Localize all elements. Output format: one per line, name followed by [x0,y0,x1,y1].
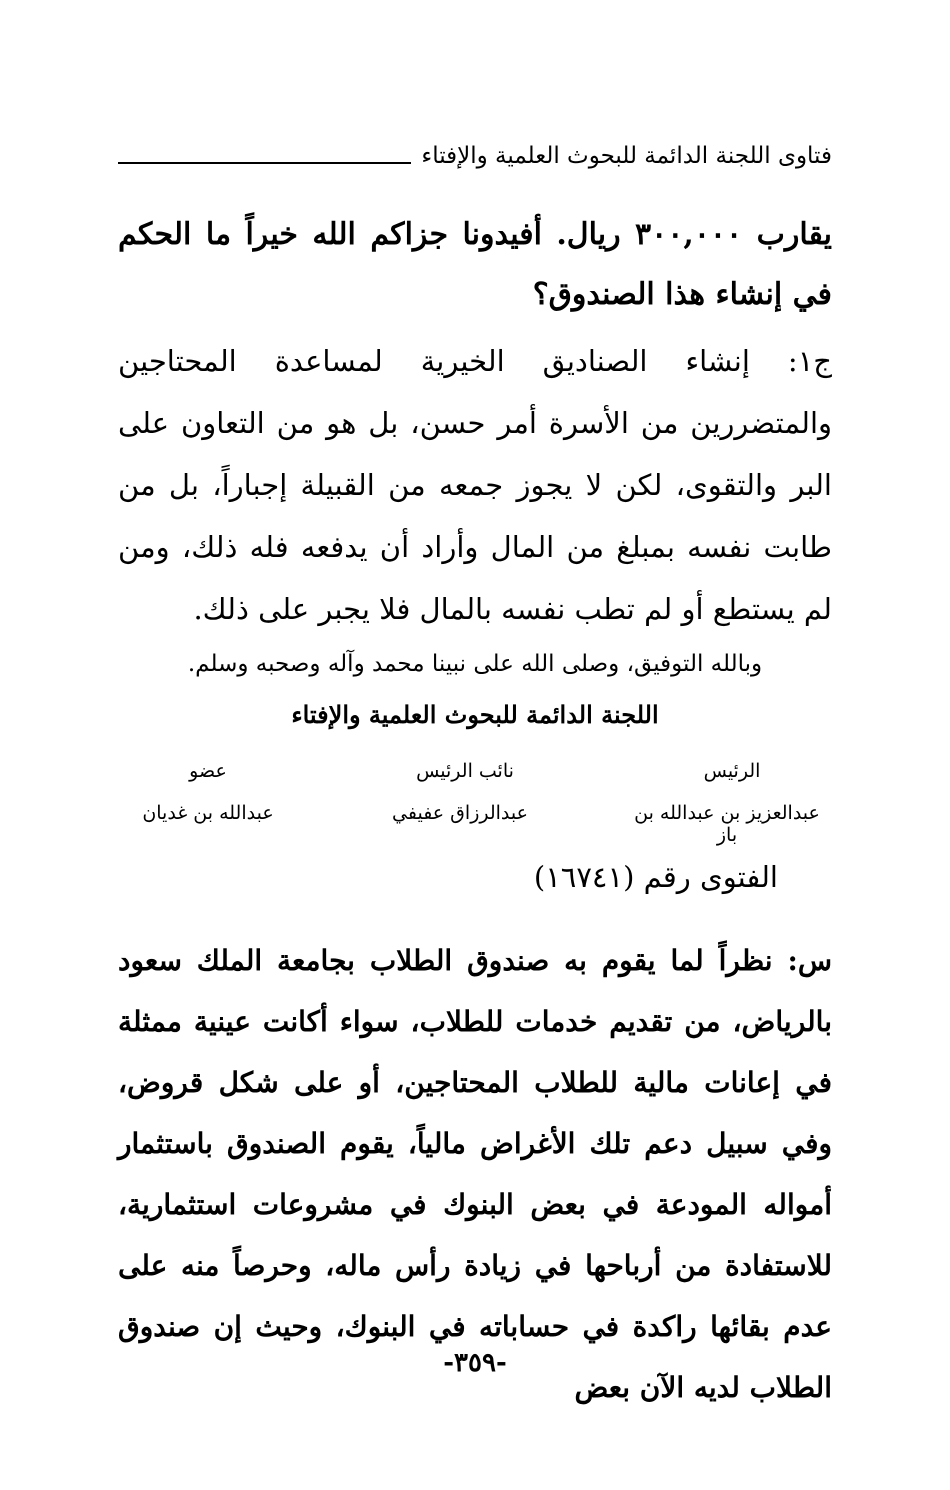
signatory-names [118,802,832,846]
signatory-name-member: عبدالله بن غديان [142,802,274,824]
answer-1: ج١: إنشاء الصناديق الخيرية لمساعدة المحتاجين والمتضررين من الأسرة أمر حسن، بل هو من التعاون على البر والتقوى، لكن لا يجوز جمعه من القبيلة إجباراً، بل من طابت نفسه بمبلغ من المال وأراد أن يدفعه فله ذلك، ومن لم يستطع أو لم تطب نفسه بالمال فلا يجبر على ذلك. [118,344,832,626]
signatory-titles [118,760,832,782]
signatory-name-president: عبدالعزيز بن عبدالله بن باز [634,802,820,846]
signatory-name-vice-president: عبدالرزاق عفيفي [392,802,528,824]
fatwa-number: الفتوى رقم (١٦٧٤١) [533,860,778,894]
closing-prayer: وبالله التوفيق، وصلى الله على نبينا محمد وآله وصحبه وسلم. [187,651,763,677]
header-rule [118,162,411,164]
question-2: س: نظراً لما يقوم به صندوق الطلاب بجامعة الملك سعود بالرياض، من تقديم خدمات للطلاب، سواء أكانت عينية ممثلة في إعانات مالية للطلاب المحتاجين، أو على شكل قروض، وفي سبيل دعم تلك الأغراض مالياً، يقوم الصندوق باستثمار أمواله المودعة في بعض البنوك في مشروعات استثمارية، للاستفادة من أرباحها في زيادة رأس ماله، وحرصاً منه على عدم بقائها راكدة في حساباته في البنوك، وحيث إن صندوق الطلاب لديه الآن بعض [118,944,832,1404]
signatory-title-president: الرئيس [703,760,761,782]
committee-name: اللجنة الدائمة للبحوث العلمية والإفتاء [291,700,659,729]
question-1-continuation: يقارب ٣٠٠,٠٠٠ ريال. أفيدونا جزاكم الله خيراً ما الحكم في إنشاء هذا الصندوق؟ [118,217,832,312]
running-header-title: فتاوى اللجنة الدائمة للبحوث العلمية والإفتاء [421,143,832,169]
running-header [118,128,832,168]
signatory-title-vice-president: نائب الرئيس [416,760,514,782]
page-number: -٣٥٩- [443,1348,507,1378]
signatory-title-member: عضو [189,760,227,782]
